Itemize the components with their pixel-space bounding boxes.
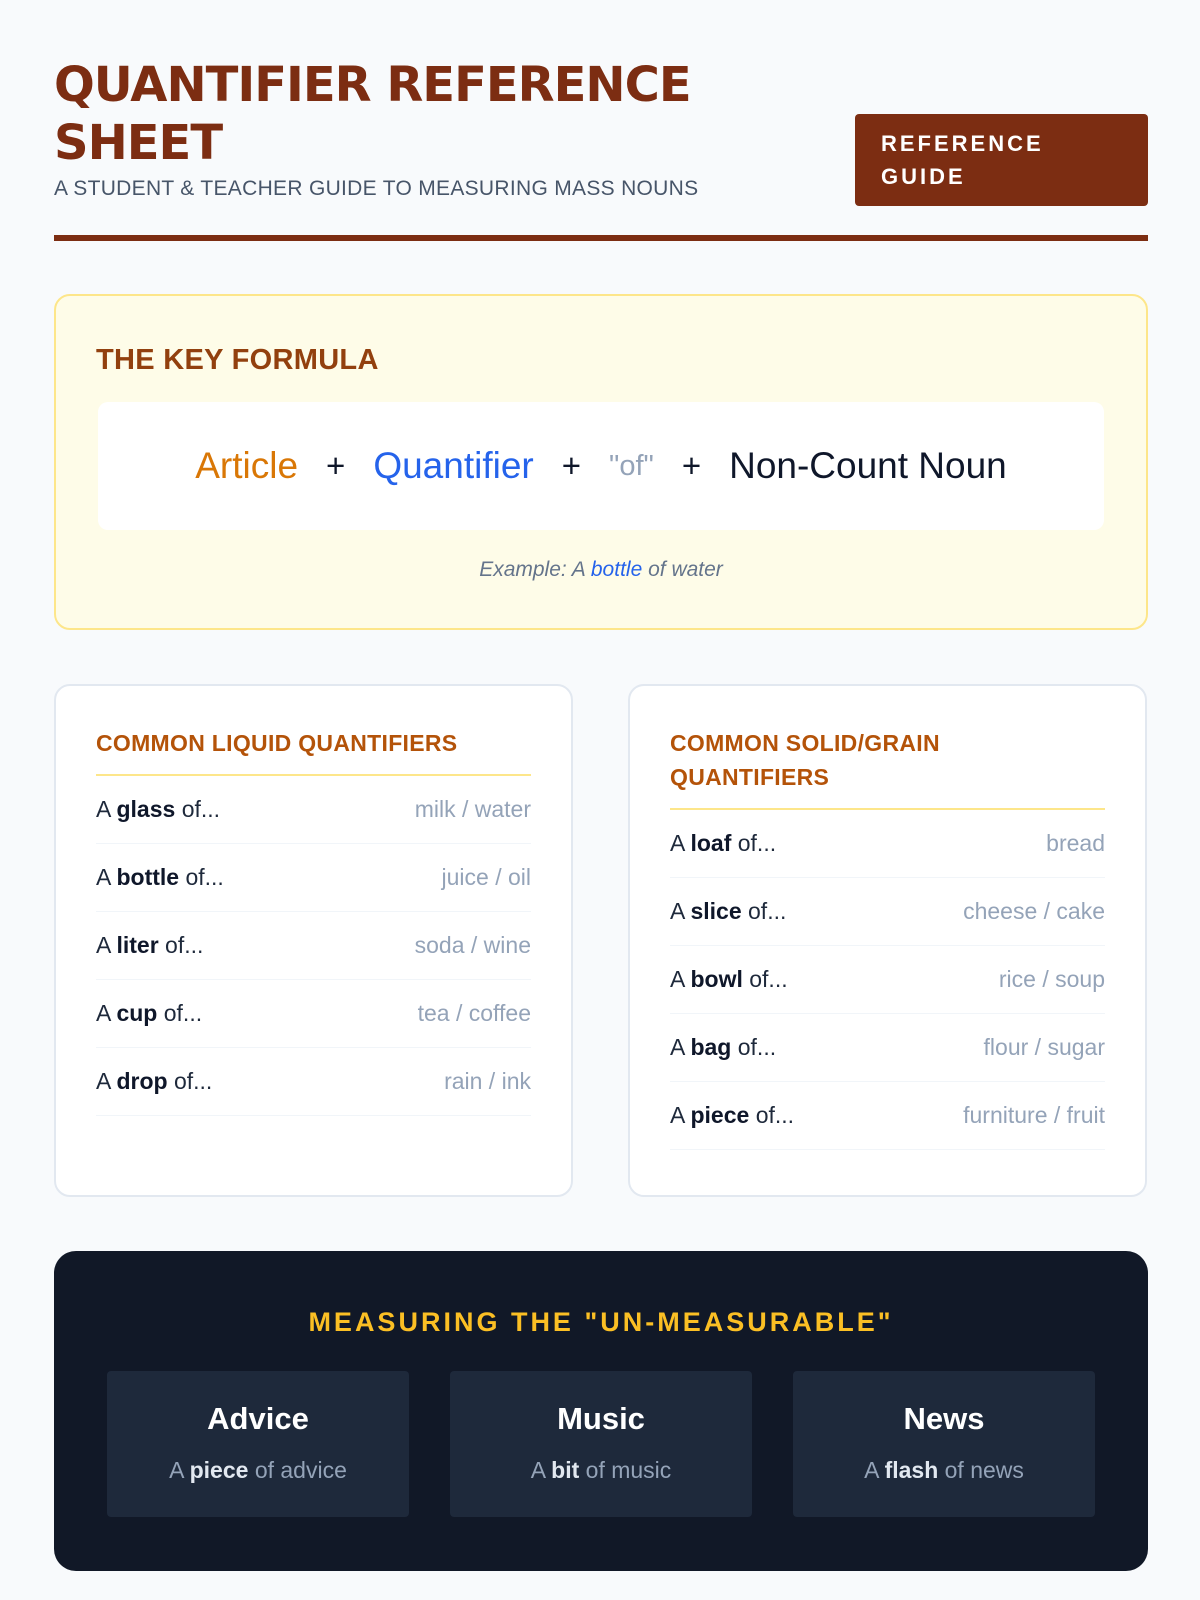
page-subtitle: A STUDENT & TEACHER GUIDE TO MEASURING MASS NOUNS: [54, 177, 699, 200]
row-unit: A bottle of...: [96, 864, 224, 890]
tile-title: Advice: [207, 1401, 309, 1436]
row-nouns: flour / sugar: [983, 1034, 1105, 1060]
formula-article: Article: [195, 445, 299, 486]
tile-example: A piece of advice: [169, 1457, 347, 1483]
list-item: [96, 776, 531, 844]
list-item: [670, 1082, 1105, 1150]
row-nouns: rain / ink: [444, 1068, 531, 1094]
formula-of: "of": [609, 449, 654, 482]
list-item: [670, 810, 1105, 878]
page-header: [54, 56, 1148, 241]
row-unit: A cup of...: [96, 1000, 203, 1026]
solid-quantifiers-heading: COMMON SOLID/GRAIN QUANTIFIERS: [670, 726, 1105, 810]
tile-example: A bit of music: [530, 1457, 672, 1483]
formula-quantifier: Quantifier: [373, 445, 534, 486]
tile-example: A flash of news: [864, 1457, 1024, 1483]
row-unit: A bag of...: [670, 1034, 777, 1060]
row-nouns: bread: [1046, 830, 1105, 856]
formula-plus: +: [561, 447, 582, 484]
list-item: [96, 912, 531, 980]
formula-plus: +: [326, 447, 346, 484]
formula-noun: Non-Count Noun: [729, 445, 1007, 486]
key-formula-heading: THE KEY FORMULA: [96, 344, 379, 376]
measuring-heading: MEASURING THE "UN-MEASURABLE": [308, 1307, 894, 1337]
row-nouns: milk / water: [414, 796, 531, 822]
list-item: [96, 1048, 531, 1116]
example-suffix: of water: [648, 558, 723, 581]
row-unit: A piece of...: [670, 1102, 795, 1128]
example-quantifier: bottle: [590, 558, 643, 581]
key-formula-card: [54, 294, 1148, 630]
liquid-quantifiers-card: [54, 684, 573, 1197]
row-unit: A loaf of...: [670, 830, 777, 856]
row-nouns: soda / wine: [414, 932, 531, 958]
list-item: [670, 1014, 1105, 1082]
tile-advice: [107, 1371, 409, 1517]
formula-box: [98, 402, 1104, 530]
row-unit: A glass of...: [96, 796, 221, 822]
tile-title: Music: [557, 1401, 645, 1436]
row-nouns: furniture / fruit: [963, 1102, 1105, 1128]
solid-quantifiers-card: [628, 684, 1147, 1197]
row-unit: A slice of...: [670, 898, 787, 924]
list-item: [96, 844, 531, 912]
row-nouns: rice / soup: [998, 966, 1105, 992]
tile-news: [793, 1371, 1095, 1517]
reference-guide-badge: REFERENCE GUIDE: [855, 114, 1148, 206]
row-unit: A drop of...: [96, 1068, 213, 1094]
list-item: [670, 878, 1105, 946]
row-nouns: juice / oil: [441, 864, 531, 890]
row-unit: A liter of...: [96, 932, 204, 958]
row-unit: A bowl of...: [670, 966, 788, 992]
liquid-quantifiers-heading: COMMON LIQUID QUANTIFIERS: [96, 726, 531, 776]
formula-plus: +: [681, 447, 702, 484]
tile-music: [450, 1371, 752, 1517]
measuring-panel: [54, 1251, 1148, 1571]
row-nouns: cheese / cake: [963, 898, 1105, 924]
row-nouns: tea / coffee: [417, 1000, 531, 1026]
tile-title: News: [903, 1401, 985, 1436]
example-prefix: Example: A: [479, 558, 586, 581]
list-item: [670, 946, 1105, 1014]
formula-example: [56, 558, 1146, 582]
page-title: QUANTIFIER REFERENCE SHEET: [54, 57, 691, 171]
list-item: [96, 980, 531, 1048]
